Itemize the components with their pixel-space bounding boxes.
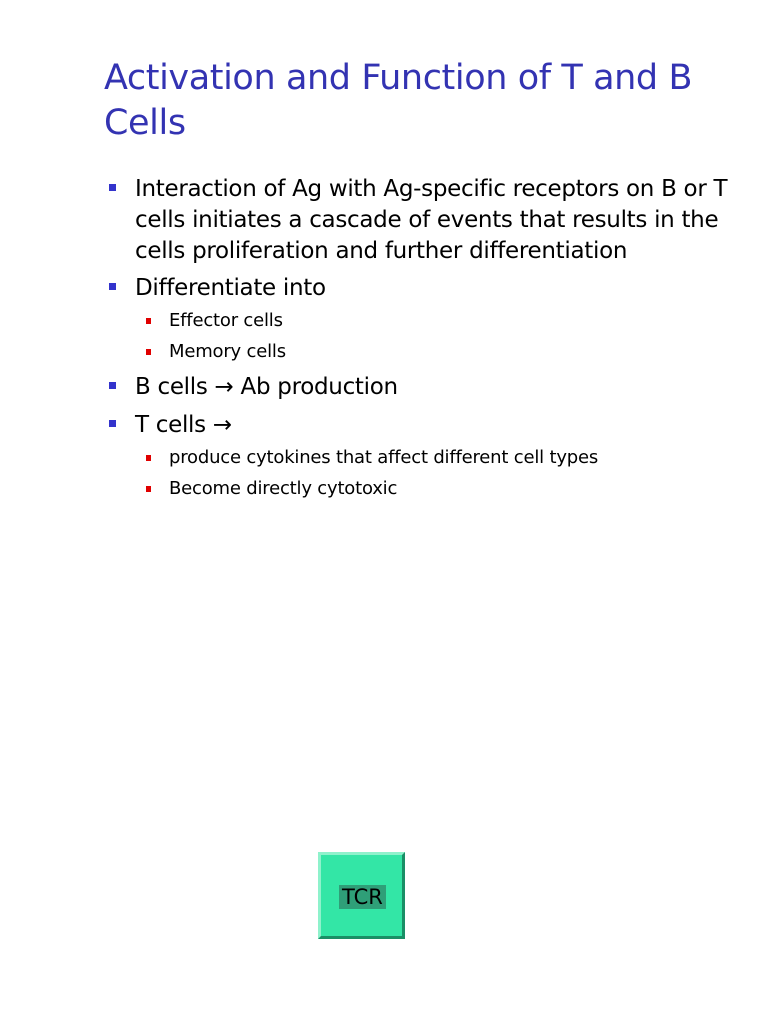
- bullet-text: cells proliferation and further differentiation: [135, 238, 628, 264]
- bullet-marker-level2: [146, 486, 151, 492]
- bullet-text: Interaction of Ag with Ag-specific receptors on B or T: [135, 176, 728, 202]
- sub-bullet-text: Memory cells: [169, 341, 286, 362]
- bullet-marker-level2: [146, 318, 151, 324]
- bullet-text: cells initiates a cascade of events that results in the: [135, 207, 719, 233]
- tcr-button-label: TCR: [339, 885, 386, 909]
- bullet-text: Differentiate into: [135, 275, 326, 301]
- bullet-marker-level2: [146, 349, 151, 355]
- bullet-marker-level1: [109, 420, 116, 427]
- bullet-text: B cells → Ab production: [135, 374, 398, 400]
- bullet-marker-level1: [109, 382, 116, 389]
- tcr-button[interactable]: [318, 852, 405, 939]
- bullet-marker-level1: [109, 184, 116, 191]
- bullet-text: T cells →: [135, 412, 232, 438]
- bullet-marker-level2: [146, 455, 151, 461]
- slide-title: Activation and Function of T and B Cells: [104, 58, 693, 143]
- bullet-marker-level1: [109, 283, 116, 290]
- sub-bullet-text: Effector cells: [169, 310, 283, 331]
- sub-bullet-text: Become directly cytotoxic: [169, 478, 398, 499]
- sub-bullet-text: produce cytokines that affect different cell types: [169, 447, 599, 468]
